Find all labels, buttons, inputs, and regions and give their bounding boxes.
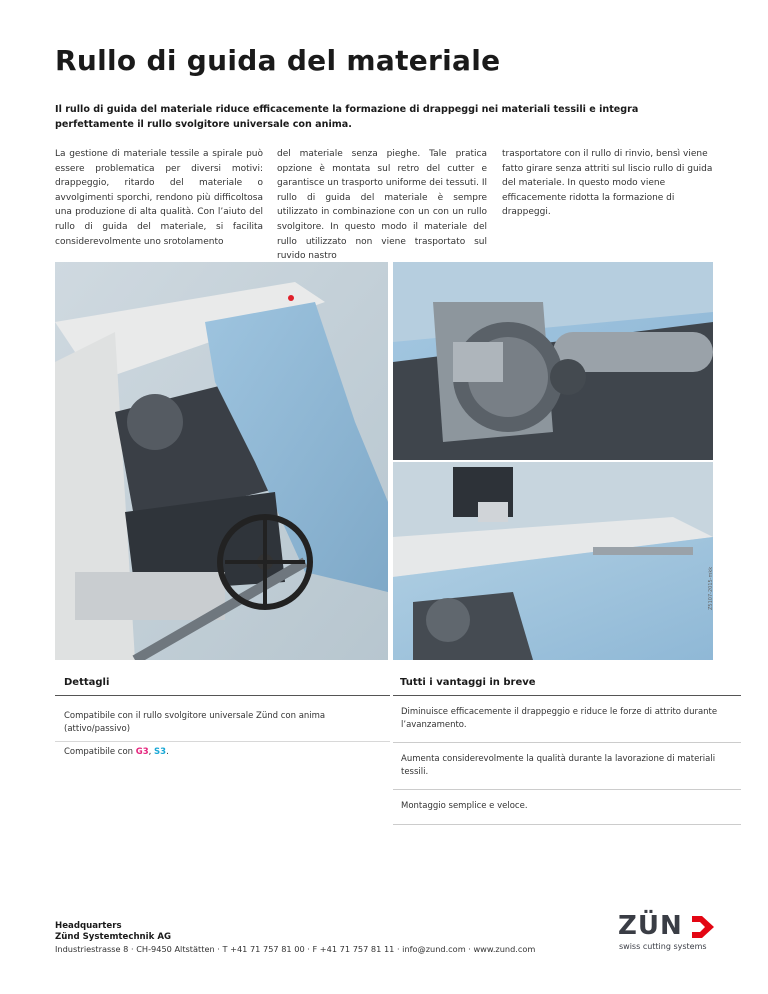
- body-column-2: del materiale senza pieghe. Tale pratica opzione è montata sul retro del cutter e garantisce un trasporto uniforme dei tessuti. Il rullo di guida del materiale è sempre utilizzato in combinazione con un con un rullo svolgitore. In questo modo il materiale del rullo utilizzato non viene trasportato sul ruvido nastro: [277, 149, 487, 262]
- g3-model: G3: [135, 747, 149, 757]
- logo-wordmark: ZÜN: [618, 911, 683, 941]
- body-column-3: trasportatore con il rullo di rinvio, bensì viene fatto girare senza attriti sul liscio rullo di guida del materiale. In questo modo viene efficacemente ridotta la formazione di drappeggi.: [502, 149, 713, 218]
- list-item: [55, 742, 390, 765]
- zund-logo: [618, 912, 714, 960]
- list-item: Aumenta considerevolmente la qualità durante la lavorazione di materiali tessili.: [393, 743, 741, 790]
- details-list: [55, 706, 390, 765]
- list-item: Montaggio semplice e veloce.: [393, 790, 741, 825]
- body-column-1: La gestione di materiale tessile a spirale può essere problematica per diversi motivi: drappeggio, ritardo del materiale o avvolgimenti sporchi, rendono più difficoltosa una produzione di alta qualità. Con l’aiuto del rullo di guida del materiale, si facilita considerevolmente uno srotolamento: [55, 149, 263, 247]
- footer: [55, 921, 535, 955]
- product-photo-machine-overview: [55, 262, 388, 660]
- footer-headquarters: Headquarters: [55, 921, 122, 931]
- list-item: Compatibile con il rullo svolgitore universale Zünd con anima (attivo/passivo): [55, 706, 390, 742]
- product-photo-roller-closeup: [393, 262, 713, 460]
- lead-paragraph: Il rullo di guida del materiale riduce efficacemente la formazione di drappeggi nei materiali tessili e integra perfettamente il rullo svolgitore universale con anima.: [55, 104, 639, 130]
- compat-prefix: Compatibile con: [64, 747, 136, 757]
- page-title: Rullo di guida del materiale: [55, 44, 501, 77]
- footer-address: Industriestrasse 8 · CH-9450 Altstätten · T +41 71 757 81 00 · F +41 71 757 81 11 · info@zund.com · www.zund.com: [55, 944, 536, 954]
- footer-company: Zünd Systemtechnik AG: [55, 932, 172, 942]
- details-heading: Dettagli: [64, 677, 110, 688]
- logo-tagline: swiss cutting systems: [619, 942, 707, 951]
- compat-suffix: .: [166, 747, 169, 757]
- details-divider: [55, 695, 390, 696]
- photo-code: Z5107-2015-mkk: [708, 566, 714, 610]
- s3-model: S3: [154, 747, 167, 757]
- list-item: Diminuisce efficacemente il drappeggio e riduce le forze di attrito durante l’avanzamento.: [393, 696, 741, 743]
- logo-arrow-icon: [692, 916, 714, 938]
- product-photo-cutter-back: [393, 462, 713, 660]
- advantages-heading: Tutti i vantaggi in breve: [400, 677, 536, 688]
- compat-separator: ,: [148, 747, 155, 757]
- advantages-list: [393, 696, 741, 825]
